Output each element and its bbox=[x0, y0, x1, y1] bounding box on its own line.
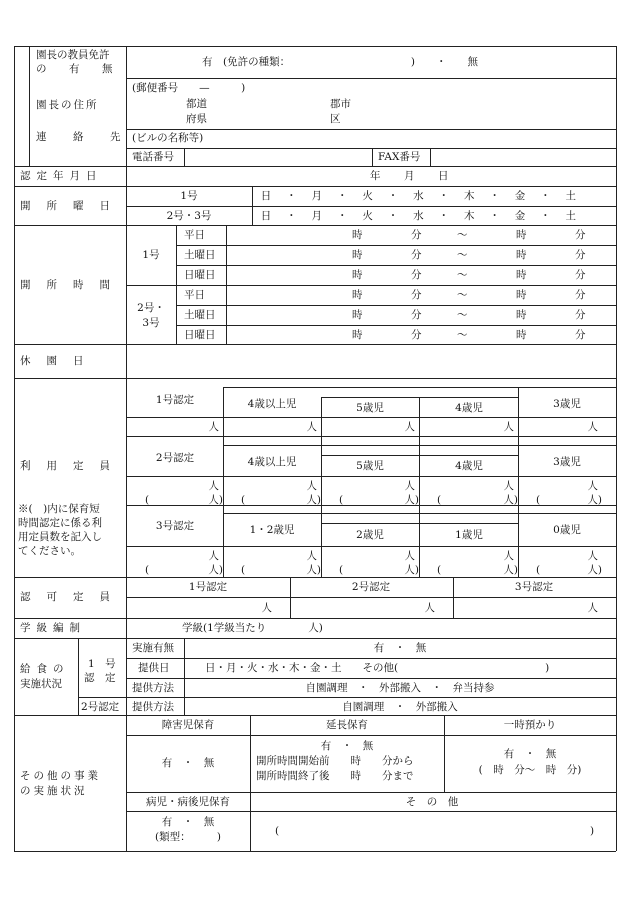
capacity-unit-short: 人) bbox=[208, 494, 223, 506]
open-day-cell: ・ bbox=[286, 210, 297, 222]
capacity-unit: 人 bbox=[503, 480, 514, 492]
rule bbox=[78, 697, 616, 698]
cap-cert1-age4: 4歳児 bbox=[455, 402, 483, 414]
open-hours-minute: 分 bbox=[575, 229, 586, 241]
capacity-note-1: ※( )内に保育短 bbox=[18, 503, 100, 515]
open-hours-minute: 分 bbox=[575, 289, 586, 301]
holidays-label: 休園日 bbox=[20, 355, 100, 367]
capacity-paren-open: ( bbox=[339, 494, 344, 506]
rule bbox=[126, 285, 616, 286]
postal-code: (郵便番号 — ) bbox=[132, 82, 246, 94]
open-hours-hour: 時 bbox=[352, 289, 363, 301]
temporary-care-header: 一時預かり bbox=[503, 719, 557, 731]
capacity-unit-short: 人) bbox=[404, 564, 419, 576]
approved-capacity-label: 認可定員 bbox=[20, 591, 126, 603]
open-hours-tilde: ～ bbox=[457, 249, 468, 261]
open-days-label: 開所曜日 bbox=[20, 200, 126, 212]
director-address-label: 園長の住所 bbox=[36, 99, 99, 111]
capacity-note-4: てください。 bbox=[18, 545, 81, 557]
city-bottom: 区 bbox=[330, 113, 341, 125]
cert-month: 月 bbox=[404, 170, 415, 182]
approved-c2-unit: 人 bbox=[424, 602, 435, 614]
open-day-cell: 日 bbox=[260, 190, 272, 202]
capacity-unit: 人 bbox=[208, 480, 219, 492]
open-hours-minute: 分 bbox=[575, 329, 586, 341]
open-day-cell: 水 bbox=[413, 190, 424, 202]
capacity-unit: 人 bbox=[208, 421, 219, 433]
disabled-care-header: 障害児保育 bbox=[161, 719, 215, 731]
rule bbox=[14, 638, 616, 639]
open-hours-day-label: 土曜日 bbox=[184, 249, 216, 261]
meals-impl-value: 有 ・ 無 bbox=[373, 642, 427, 654]
other-header: そ の 他 bbox=[405, 796, 459, 808]
rule bbox=[223, 387, 616, 388]
open-hours-minute: 分 bbox=[411, 229, 422, 241]
capacity-label: 利用定員 bbox=[20, 460, 126, 472]
cap-cert2-over4: 4歳以上児 bbox=[247, 456, 297, 468]
other-paren-open: ( bbox=[275, 825, 280, 837]
cap-cert2-age5: 5歳児 bbox=[356, 460, 384, 472]
class-org-value: 学級(1学級当たり 人) bbox=[182, 622, 323, 634]
open-hours-hour: 時 bbox=[352, 329, 363, 341]
fax-label: FAX番号 bbox=[378, 151, 421, 163]
capacity-paren-open: ( bbox=[241, 494, 246, 506]
capacity-unit: 人 bbox=[306, 480, 317, 492]
open-day-cell: 金 bbox=[514, 190, 526, 202]
open-hours-hour: 時 bbox=[516, 249, 527, 261]
other-services-label-2: の実施状況 bbox=[20, 785, 88, 797]
rule bbox=[14, 225, 616, 226]
open-hours-day-label: 日曜日 bbox=[184, 269, 216, 281]
capacity-paren-open: ( bbox=[437, 494, 442, 506]
phone-label: 電話番号 bbox=[132, 151, 174, 163]
extended-care-before: 開所時間開始前 時 分から bbox=[256, 755, 414, 767]
other-paren-close: ) bbox=[590, 825, 595, 837]
contact-label: 連 絡 先 bbox=[36, 131, 129, 143]
director-license-label-bottom: の 有 無 bbox=[36, 63, 119, 75]
cap-cert3-age2: 2歳児 bbox=[356, 529, 384, 541]
meals-cert1-top: 1 号 bbox=[88, 658, 116, 670]
capacity-unit-short: 人) bbox=[587, 494, 602, 506]
meals-cert2: 2号認定 bbox=[81, 701, 120, 713]
capacity-unit-short: 人) bbox=[587, 564, 602, 576]
rule bbox=[252, 186, 253, 225]
cap-cert1-name: 1号認定 bbox=[155, 394, 195, 406]
cap-cert3-age0: 0歳児 bbox=[553, 524, 581, 536]
meals-days-label: 提供日 bbox=[138, 662, 170, 674]
rule bbox=[419, 397, 420, 577]
capacity-paren-open: ( bbox=[339, 564, 344, 576]
capacity-paren-open: ( bbox=[241, 564, 246, 576]
capacity-paren-open: ( bbox=[536, 494, 541, 506]
building-name: (ビルの名称等) bbox=[132, 132, 204, 144]
meals-method-2: 自園調理 ・ 外部搬入 bbox=[342, 701, 458, 713]
temporary-care-time: ( 時 分～ 時 分) bbox=[478, 764, 582, 776]
sick-care-type: (類型： ) bbox=[155, 831, 221, 843]
rule bbox=[126, 46, 127, 851]
capacity-unit-short: 人) bbox=[404, 494, 419, 506]
rule bbox=[14, 46, 15, 851]
rule bbox=[616, 46, 617, 851]
rule bbox=[126, 436, 616, 437]
cert-year: 年 bbox=[370, 170, 381, 182]
rule bbox=[14, 186, 616, 187]
rule bbox=[321, 397, 322, 577]
capacity-paren-open: ( bbox=[145, 494, 150, 506]
open-day-cell: 水 bbox=[413, 210, 424, 222]
rule bbox=[223, 387, 224, 577]
open-hours-hour: 時 bbox=[516, 329, 527, 341]
rule bbox=[126, 476, 616, 477]
capacity-unit: 人 bbox=[587, 421, 598, 433]
capacity-unit-short: 人) bbox=[503, 564, 518, 576]
open-hours-type-1: 1号 bbox=[142, 249, 160, 261]
extended-care-yes-no: 有 ・ 無 bbox=[320, 740, 374, 752]
class-org-label: 学級編制 bbox=[20, 622, 86, 634]
approved-c3: 3号認定 bbox=[514, 581, 554, 593]
rule bbox=[184, 638, 185, 715]
rule bbox=[14, 46, 616, 47]
extended-care-header: 延長保育 bbox=[326, 719, 368, 731]
rule bbox=[126, 505, 616, 506]
capacity-unit-short: 人) bbox=[503, 494, 518, 506]
rule bbox=[518, 387, 519, 577]
meals-impl-label: 実施有無 bbox=[132, 642, 174, 654]
open-day-cell: 火 bbox=[362, 190, 373, 202]
extended-care-after: 開所時間終了後 時 分まで bbox=[256, 770, 414, 782]
open-hours-minute: 分 bbox=[575, 269, 586, 281]
open-hours-minute: 分 bbox=[411, 309, 422, 321]
sick-care-header: 病児・病後児保育 bbox=[146, 796, 230, 808]
cap-cert2-age3: 3歳児 bbox=[553, 456, 581, 468]
open-hours-label: 開所時間 bbox=[20, 279, 126, 291]
capacity-unit-short: 人) bbox=[208, 564, 223, 576]
approved-c1: 1号認定 bbox=[188, 581, 228, 593]
rule bbox=[444, 715, 445, 792]
open-day-cell: ・ bbox=[540, 210, 551, 222]
capacity-unit-short: 人) bbox=[306, 494, 321, 506]
capacity-note-3: 用定員数を記入し bbox=[18, 531, 102, 543]
meals-label-1: 給食の bbox=[20, 663, 70, 675]
open-hours-day-label: 土曜日 bbox=[184, 309, 216, 321]
open-days-type-2: 2号・3号 bbox=[166, 210, 212, 222]
open-hours-hour: 時 bbox=[516, 229, 527, 241]
disabled-care-yes-no: 有 ・ 無 bbox=[161, 757, 215, 769]
open-day-cell: ・ bbox=[286, 190, 297, 202]
open-day-cell: ・ bbox=[336, 210, 348, 222]
open-day-cell: 土 bbox=[565, 210, 577, 222]
temporary-care-yes-no: 有 ・ 無 bbox=[503, 748, 557, 760]
capacity-paren-open: ( bbox=[536, 564, 541, 576]
meals-cert1-bottom: 認 定 bbox=[84, 672, 116, 684]
open-hours-day-label: 日曜日 bbox=[184, 329, 216, 341]
open-hours-tilde: ～ bbox=[457, 329, 468, 341]
open-hours-hour: 時 bbox=[352, 249, 363, 261]
rule bbox=[126, 658, 616, 659]
rule bbox=[176, 265, 616, 266]
cert-day: 日 bbox=[438, 170, 449, 182]
open-day-cell: 木 bbox=[463, 210, 475, 222]
rule bbox=[126, 792, 616, 793]
meals-method-1: 自園調理 ・ 外部搬入 ・ 弁当持参 bbox=[305, 682, 495, 694]
rule bbox=[176, 225, 177, 344]
open-hours-minute: 分 bbox=[575, 309, 586, 321]
prefecture-top: 都道 bbox=[186, 98, 207, 110]
cap-cert2-name: 2号認定 bbox=[155, 452, 195, 464]
city-top: 郡市 bbox=[330, 98, 351, 110]
rule bbox=[126, 735, 616, 736]
capacity-unit: 人 bbox=[404, 421, 415, 433]
open-hours-tilde: ～ bbox=[457, 309, 468, 321]
capacity-unit: 人 bbox=[306, 550, 317, 562]
meals-days-value: 日・月・火・水・木・金・土 その他( ) bbox=[205, 662, 550, 674]
capacity-unit-short: 人) bbox=[306, 564, 321, 576]
other-services-label-1: その他の事業 bbox=[20, 770, 101, 782]
open-day-cell: 月 bbox=[311, 190, 323, 202]
rule bbox=[126, 678, 616, 679]
capacity-unit: 人 bbox=[503, 550, 514, 562]
open-hours-type-2-top: 2号・ bbox=[137, 302, 165, 314]
open-days-type-1: 1号 bbox=[180, 190, 198, 202]
open-hours-hour: 時 bbox=[352, 229, 363, 241]
rule bbox=[126, 206, 616, 207]
capacity-paren-open: ( bbox=[145, 564, 150, 576]
rule bbox=[176, 245, 616, 246]
open-day-cell: 日 bbox=[260, 210, 272, 222]
open-hours-hour: 時 bbox=[516, 289, 527, 301]
cap-cert1-over4: 4歳以上児 bbox=[247, 398, 297, 410]
cap-cert3-name: 3号認定 bbox=[155, 520, 195, 532]
meals-method-label-2: 提供方法 bbox=[132, 701, 174, 713]
open-hours-minute: 分 bbox=[411, 289, 422, 301]
rule bbox=[14, 344, 616, 345]
meals-method-label-1: 提供方法 bbox=[132, 682, 174, 694]
director-license-value: 有 (免許の種類： ) ・ 無 bbox=[202, 56, 478, 68]
open-hours-hour: 時 bbox=[516, 269, 527, 281]
capacity-unit: 人 bbox=[306, 421, 317, 433]
rule bbox=[250, 715, 251, 851]
rule bbox=[290, 577, 291, 618]
rule bbox=[226, 225, 227, 344]
capacity-note-2: 時間認定に係る利 bbox=[18, 517, 102, 529]
cap-cert1-age3: 3歳児 bbox=[553, 398, 581, 410]
open-day-cell: 土 bbox=[565, 190, 577, 202]
rule bbox=[126, 417, 616, 418]
open-hours-type-2-bottom: 3号 bbox=[142, 317, 160, 329]
open-day-cell: ・ bbox=[336, 190, 348, 202]
rule bbox=[14, 618, 616, 619]
open-day-cell: 火 bbox=[362, 210, 373, 222]
capacity-unit: 人 bbox=[404, 550, 415, 562]
open-hours-hour: 時 bbox=[352, 309, 363, 321]
cap-cert2-age4: 4歳児 bbox=[455, 460, 483, 472]
open-hours-minute: 分 bbox=[411, 249, 422, 261]
open-hours-hour: 時 bbox=[352, 269, 363, 281]
rule bbox=[14, 577, 616, 578]
open-hours-tilde: ～ bbox=[457, 229, 468, 241]
open-day-cell: ・ bbox=[540, 190, 551, 202]
open-hours-minute: 分 bbox=[411, 269, 422, 281]
approved-c2: 2号認定 bbox=[351, 581, 391, 593]
open-day-cell: 月 bbox=[311, 210, 323, 222]
capacity-unit: 人 bbox=[404, 480, 415, 492]
sick-care-yes-no: 有 ・ 無 bbox=[161, 816, 215, 828]
rule bbox=[430, 148, 431, 166]
cap-cert1-age5: 5歳児 bbox=[356, 402, 384, 414]
rule bbox=[126, 148, 616, 149]
rule bbox=[184, 148, 185, 166]
certification-date-label: 認定年月日 bbox=[20, 170, 103, 182]
capacity-unit: 人 bbox=[587, 480, 598, 492]
cap-cert3-age1: 1歳児 bbox=[455, 529, 483, 541]
open-hours-day-label: 平日 bbox=[184, 229, 205, 241]
open-hours-tilde: ～ bbox=[457, 289, 468, 301]
rule bbox=[14, 378, 616, 379]
director-license-label-top: 園長の教員免許 bbox=[36, 49, 110, 61]
cap-cert3-age12: 1・2歳児 bbox=[249, 524, 295, 536]
open-day-cell: ・ bbox=[438, 190, 450, 202]
open-hours-minute: 分 bbox=[411, 329, 422, 341]
rule bbox=[372, 148, 373, 166]
open-hours-hour: 時 bbox=[516, 309, 527, 321]
capacity-unit: 人 bbox=[208, 550, 219, 562]
approved-c1-unit: 人 bbox=[261, 602, 272, 614]
rule bbox=[176, 305, 616, 306]
rule bbox=[126, 129, 616, 130]
open-day-cell: ・ bbox=[387, 210, 399, 222]
open-day-cell: 木 bbox=[463, 190, 475, 202]
meals-label-2: 実施状況 bbox=[20, 678, 62, 690]
rule bbox=[126, 78, 616, 79]
open-hours-minute: 分 bbox=[575, 249, 586, 261]
rule bbox=[14, 166, 616, 167]
open-day-cell: ・ bbox=[489, 190, 500, 202]
rule bbox=[176, 325, 616, 326]
approved-c3-unit: 人 bbox=[587, 602, 598, 614]
rule bbox=[78, 638, 79, 715]
rule bbox=[126, 597, 616, 598]
prefecture-bottom: 府県 bbox=[186, 113, 207, 125]
rule bbox=[29, 46, 30, 166]
rule bbox=[14, 851, 616, 852]
capacity-unit: 人 bbox=[503, 421, 514, 433]
open-hours-tilde: ～ bbox=[457, 269, 468, 281]
rule bbox=[453, 577, 454, 618]
rule bbox=[126, 811, 616, 812]
capacity-unit: 人 bbox=[587, 550, 598, 562]
open-day-cell: ・ bbox=[489, 210, 500, 222]
open-day-cell: ・ bbox=[438, 210, 450, 222]
open-day-cell: 金 bbox=[514, 210, 526, 222]
rule bbox=[14, 715, 616, 716]
capacity-paren-open: ( bbox=[437, 564, 442, 576]
open-day-cell: ・ bbox=[387, 190, 399, 202]
rule bbox=[126, 546, 616, 547]
open-hours-day-label: 平日 bbox=[184, 289, 205, 301]
